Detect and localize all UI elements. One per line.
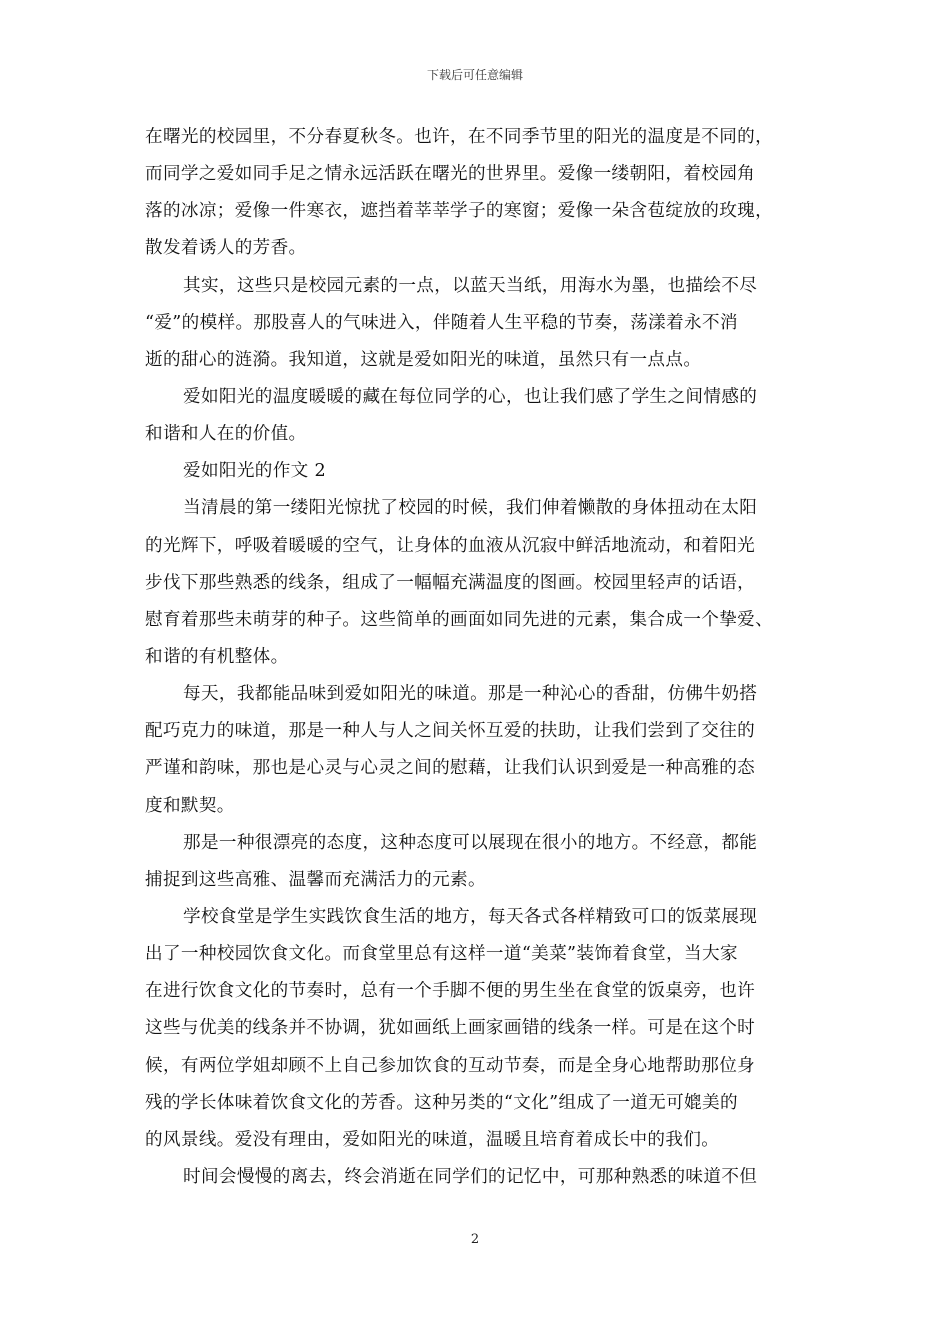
text-line: 慰育着那些未萌芽的种子。这些简单的画面如同先进的元素，集合成一个挚爱、: [145, 609, 774, 630]
text-line: 散发着诱人的芳香。: [145, 238, 307, 259]
text-line: 那是一种很漂亮的态度，这种态度可以展现在很小的地方。不经意，都能: [183, 832, 758, 853]
text-line: 逝的甜心的涟漪。我知道，这就是爱如阳光的味道，虽然只有一点点。: [145, 349, 702, 370]
text-line: 严谨和韵味，那也是心灵与心灵之间的慰藉，让我们认识到爱是一种高雅的态: [145, 758, 756, 779]
text-line: 爱如阳光的作文 2: [183, 461, 327, 482]
text-line: 配巧克力的味道，那是一种人与人之间关怀互爱的扶助，让我们尝到了交往的: [145, 721, 756, 742]
text-line: 时间会慢慢的离去，终会消逝在同学们的记忆中，可那种熟悉的味道不但: [183, 1166, 758, 1187]
text-line: 和谐和人在的价值。: [145, 424, 307, 445]
text-line: 步伐下那些熟悉的线条，组成了一幅幅充满温度的图画。校园里轻声的话语，: [145, 572, 756, 593]
page-header: 下载后可任意编辑: [426, 68, 523, 82]
text-line: 的光辉下，呼吸着暖暖的空气，让身体的血液从沉寂中鲜活地流动，和着阳光: [145, 535, 756, 556]
text-line: 其实，这些只是校园元素的一点，以蓝天当纸，用海水为墨，也描绘不尽: [183, 275, 758, 296]
text-line: 每天，我都能品味到爱如阳光的味道。那是一种沁心的香甜，仿佛牛奶搭: [183, 684, 758, 705]
text-line: 的风景线。爱没有理由，爱如阳光的味道，温暖且培育着成长中的我们。: [145, 1129, 720, 1150]
text-line: 爱如阳光的温度暖暖的藏在每位同学的心，也让我们感了学生之间情感的: [183, 386, 758, 407]
text-line: 在进行饮食文化的节奏时，总有一个手脚不便的男生坐在食堂的饭桌旁，也许: [145, 981, 756, 1002]
text-line: 落的冰凉；爱像一件寒衣，遮挡着莘莘学子的寒窗；爱像一朵含苞绽放的玫瑰，: [145, 201, 774, 222]
text-line: 这些与优美的线条并不协调，犹如画纸上画家画错的线条一样。可是在这个时: [145, 1018, 756, 1039]
text-line: 在曙光的校园里，不分春夏秋冬。也许，在不同季节里的阳光的温度是不同的，: [145, 127, 774, 147]
page-number: 2: [470, 1232, 480, 1247]
text-line: 出了一种校园饮食文化。而食堂里总有这样一道“美菜”装饰着食堂，当大家: [145, 944, 738, 965]
text-line: 学校食堂是学生实践饮食生活的地方，每天各式各样精致可口的饭菜展现: [183, 906, 758, 927]
text-line: 而同学之爱如同手足之情永远活跃在曙光的世界里。爱像一缕朝阳，着校园角: [145, 164, 756, 185]
text-line: 和谐的有机整体。: [145, 646, 289, 667]
text-line: 捕捉到这些高雅、温馨而充满活力的元素。: [145, 869, 486, 890]
document-body: [145, 119, 807, 1196]
text-line: 候，有两位学姐却顾不上自己参加饮食的互动节奏，而是全身心地帮助那位身: [145, 1055, 756, 1076]
text-line: 残的学长体味着饮食文化的芳香。这种另类的“文化”组成了一道无可媲美的: [145, 1092, 738, 1113]
text-line: 当清晨的第一缕阳光惊扰了校园的时候，我们伸着懒散的身体扭动在太阳: [183, 498, 758, 519]
text-line: 度和默契。: [145, 795, 235, 816]
text-line: “爱”的模样。那股喜人的气味进入，伴随着人生平稳的节奏，荡漾着永不消: [145, 312, 738, 333]
